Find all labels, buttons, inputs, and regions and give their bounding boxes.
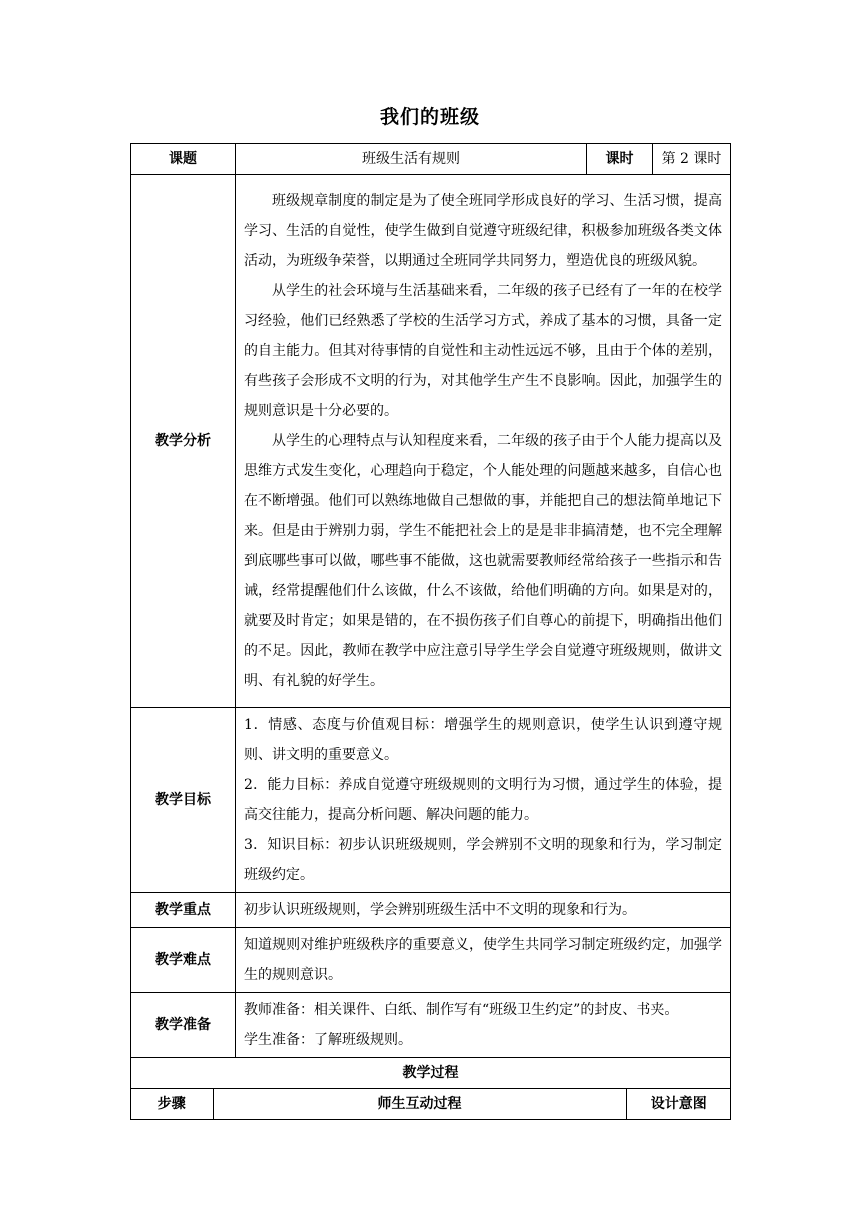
objectives-row [131,708,731,893]
preparation-content [236,993,731,1058]
difficulty-label: 教学难点 [131,928,236,993]
objectives-label: 教学目标 [131,708,236,893]
process-column-headers [131,1089,731,1119]
intent-column-header: 设计意图 [650,1096,707,1112]
analysis-row [131,175,731,708]
preparation-row [131,993,731,1058]
objective-item: 3．知识目标：初步认识班级规则，学会辨别不文明的现象和行为，学习制定班级约定。 [244,837,722,883]
key-point-row [131,893,731,928]
step-column-header: 步骤 [131,1089,213,1119]
analysis-label: 教学分析 [131,175,236,708]
analysis-paragraph: 从学生的社会环境与生活基础来看，二年级的孩子已经有了一年的在校学习经验，他们已经熟悉了学校的生活学习方式，养成了基本的习惯，具备一定的自主能力。但其对待事情的自觉性和主动性远远不够，且由于个体的差别，有些孩子会形成不文明的行为，对其他学生产生不良影响。因此，加强学生的规则意识是十分必要的。 [244,283,722,419]
analysis-paragraph: 班级规章制度的制定是为了使全班同学形成良好的学习、生活习惯，提高学习、生活的自觉性，使学生做到自觉遵守班级纪律，积极参加班级各类文体活动，为班级争荣誉，以期通过全班同学共同努力，塑造优良的班级风貌。 [244,193,722,269]
document-title: 我们的班级 [379,106,480,128]
topic-row [131,144,731,175]
analysis-paragraph: 从学生的心理特点与认知程度来看，二年级的孩子由于个人能力提高以及思维方式发生变化，心理趋向于稳定，个人能处理的问题越来越多，自信心也在不断增强。他们可以熟练地做自己想做的事，并能把自己的想法简单地记下来。但是由于辨别力弱，学生不能把社会上的是是非非搞清楚，也不完全理解到底哪些事可以做，哪些事不能做，这也就需要教师经常给孩子一些指示和告诫，经常提醒他们什么该做，什么不该做，给他们明确的方向。如果是对的，就要及时肯定；如果是错的，在不损伤孩子们自尊心的前提下，明确指出他们的不足。因此，教师在教学中应注意引导学生学会自觉遵守班级规则，做讲文明、有礼貌的好学生。 [244,433,722,689]
period-label: 课时 [587,144,653,175]
process-columns-row [131,1089,731,1120]
topic-label: 课题 [131,144,236,175]
process-heading-row [131,1058,731,1089]
difficulty-content: 知道规则对维护班级秩序的重要意义，使学生共同学习制定班级约定，加强学生的规则意识。 [236,928,731,993]
lesson-plan-table [130,143,731,1120]
key-point-label: 教学重点 [131,893,236,928]
key-point-content: 初步认识班级规则，学会辨别班级生活中不文明的现象和行为。 [236,893,731,928]
period-value: 第 2 课时 [653,144,731,175]
process-heading: 教学过程 [131,1058,731,1089]
objectives-content [236,708,731,893]
analysis-content [236,175,731,708]
difficulty-row [131,928,731,993]
preparation-line: 学生准备：了解班级规则。 [244,1032,412,1048]
process-columns [131,1089,731,1120]
objective-item: 1．情感、态度与价值观目标：增强学生的规则意识，使学生认识到遵守规则、讲文明的重要意义。 [244,717,722,763]
topic-value: 班级生活有规则 [236,144,587,175]
interaction-column-header: 师生互动过程 [213,1089,626,1119]
preparation-line: 教师准备：相关课件、白纸、制作写有“班级卫生约定”的封皮、书夹。 [244,1002,679,1018]
preparation-label: 教学准备 [131,993,236,1058]
objective-item: 2．能力目标：养成自觉遵守班级规则的文明行为习惯，通过学生的体验，提高交往能力，提高分析问题、解决问题的能力。 [244,777,722,823]
